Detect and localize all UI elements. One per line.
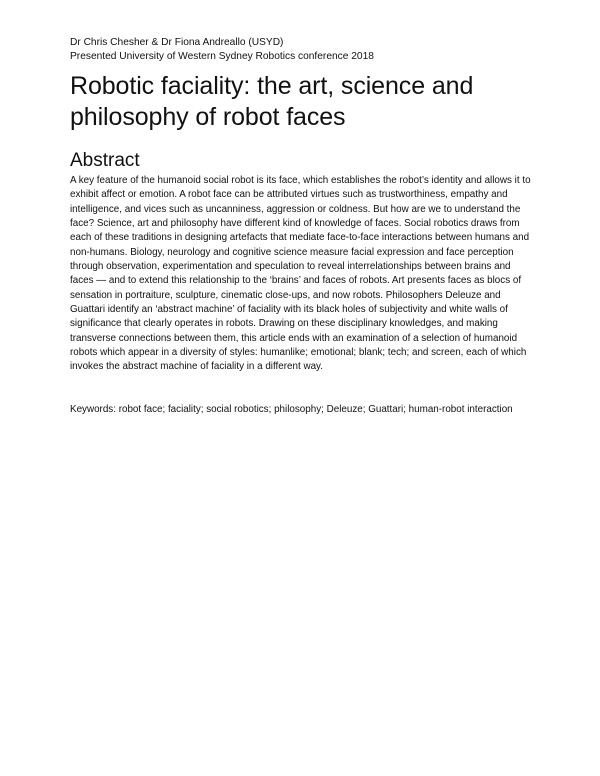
- venue-line: Presented University of Western Sydney Robotics conference 2018: [70, 51, 374, 62]
- keywords-line: Keywords: robot face; faciality; social robotics; philosophy; Deleuze; Guattari; human-robot interaction: [70, 403, 513, 415]
- author-line: Dr Chris Chesher & Dr Fiona Andreallo (USYD): [70, 37, 284, 48]
- abstract-body: A key feature of the humanoid social robot is its face, which establishes the robot’s identity and allows it to exhibit affect or emotion. A robot face can be attributed virtues such as trustworthiness, empathy and intelligence, and vices such as uncanniness, aggression or coldness. But how are we to understand the face? Science, art and philosophy have different kind of knowledge of faces. Social robotics draws from each of these traditions in designing artefacts that mediate face-to-face interactions between humans and non-humans. Biology, neurology and cognitive science measure facial expression and face perception through observation, experimentation and speculation to reveal interrelationships between brains and faces — and to extend this relationship to the ‘brains’ and faces of robots. Art presents faces as blocs of sensation in portraiture, sculpture, cinematic close-ups, and now robots. Philosophers Deleuze and Guattari identify an ‘abstract machine’ of faciality with its black holes of subjectivity and white walls of significance that clearly operates in robots. Drawing on these disciplinary knowledges, and making transverse connections between them, this article ends with an examination of a selection of humanoid robots which appear in a diversity of styles: humanlike; emotional; blank; tech; and screen, each of which invokes the abstract machine of faciality in a different way.: [70, 175, 531, 373]
- document-page: [70, 36, 534, 417]
- paper-title: Robotic faciality: the art, science and philosophy of robot faces: [70, 72, 474, 131]
- abstract-heading: Abstract: [70, 150, 140, 171]
